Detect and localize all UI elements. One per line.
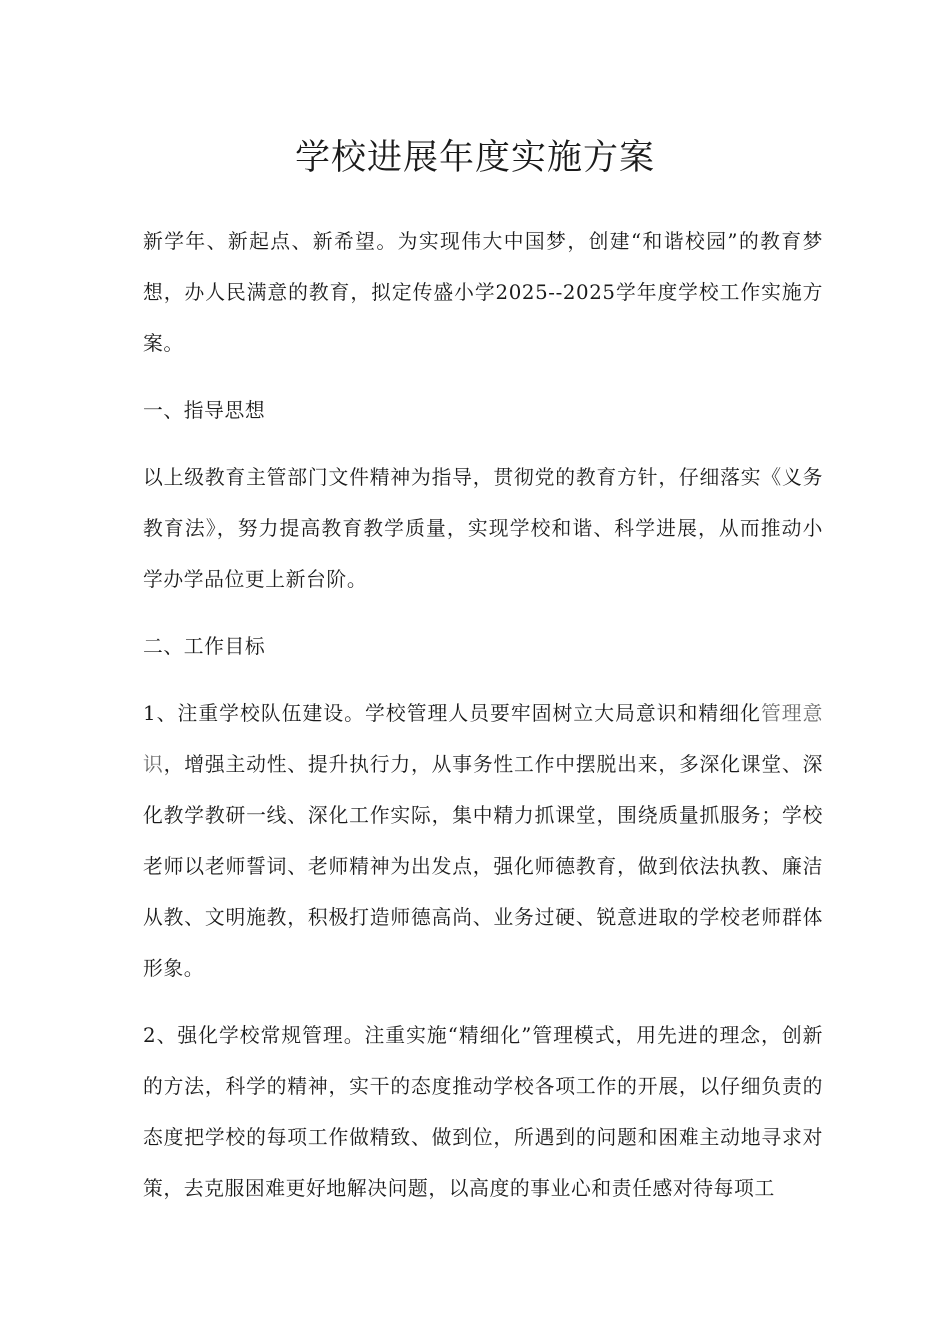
- item-1-text-start: 1、注重学校队伍建设。学校管理人员要牢固树立大局意识和精细化: [143, 702, 761, 725]
- item-1-paragraph: [143, 688, 823, 994]
- item-2-paragraph: 2、强化学校常规管理。注重实施“精细化”管理模式，用先进的理念，创新的方法，科学的精神，实干的态度推动学校各项工作的开展，以仔细负责的态度把学校的每项工作做精致、做到位，所遇到的问题和困难主动地寻求对策，去克服困难更好地解决问题，以高度的事业心和责任感对待每项工: [143, 1024, 823, 1200]
- item-1-faded-text: 管理意识: [143, 702, 823, 776]
- section-1-paragraph: 以上级教育主管部门文件精神为指导，贯彻党的教育方针，仔细落实《义务教育法》，努力提高教育教学质量，实现学校和谐、科学进展，从而推动小学办学品位更上新台阶。: [143, 466, 823, 591]
- section-2-heading: 二、工作目标: [143, 635, 266, 658]
- section-1-heading: 一、指导思想: [143, 399, 266, 422]
- document-body: [143, 216, 823, 1230]
- item-1-text-end: ，增强主动性、提升执行力，从事务性工作中摆脱出来，多深化课堂、深化教学教研一线、深化工作实际，集中精力抓课堂，围绕质量抓服务；学校老师以老师誓词、老师精神为出发点，强化师德教育，做到依法执教、廉洁从教、文明施教，积极打造师德高尚、业务过硬、锐意进取的学校老师群体形象。: [143, 753, 824, 980]
- document-title: 学校进展年度实施方案: [294, 138, 655, 178]
- intro-paragraph: 新学年、新起点、新希望。为实现伟大中国梦，创建“和谐校园”的教育梦想，办人民满意的教育，拟定传盛小学2025--2025学年度学校工作实施方案。: [143, 230, 823, 355]
